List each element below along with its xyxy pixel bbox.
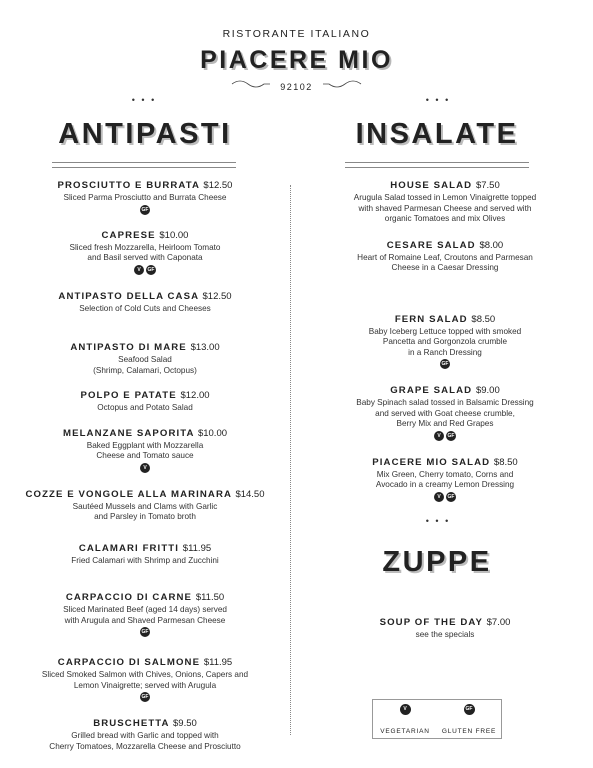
menu-item-name: PROSCIUTTO E BURRATA bbox=[57, 180, 200, 191]
menu-item-price: $8.50 bbox=[493, 456, 518, 468]
section-rule bbox=[52, 162, 236, 168]
menu-item-price: $9.00 bbox=[475, 385, 500, 396]
menu-item bbox=[5, 428, 285, 475]
menu-item-title bbox=[5, 291, 285, 303]
menu-item-name: POLPO E PATATE bbox=[80, 390, 177, 401]
menu-item-price: $11.95 bbox=[203, 657, 233, 668]
dots-ornament-icon: • • • bbox=[425, 516, 451, 526]
menu-item-description: Sliced fresh Mozzarella, Heirloom Tomato and Basil served with Caponata bbox=[69, 242, 221, 262]
gluten-free-icon: GF bbox=[141, 629, 149, 635]
menu-item-name: PIACERE MIO SALAD bbox=[372, 456, 491, 468]
column-divider bbox=[290, 185, 291, 735]
legend-vegetarian bbox=[373, 704, 437, 735]
menu-item-description: Baked Eggplant with Mozzarella Cheese and Tomato sauce bbox=[86, 440, 204, 460]
menu-item-description: Sliced Marinated Beef (aged 14 days) served with Arugula and Shaved Parmesan Cheese bbox=[63, 605, 227, 625]
gluten-free-icon: GF bbox=[464, 704, 475, 715]
menu-item-title bbox=[5, 718, 285, 730]
menu-item bbox=[5, 390, 285, 414]
legend-gluten-free bbox=[437, 704, 501, 735]
legend-gluten-free-label: GLUTEN FREE bbox=[441, 728, 497, 735]
antipasti-list bbox=[5, 180, 285, 758]
section-rule bbox=[345, 162, 529, 168]
menu-item-name: CALAMARI FRITTI bbox=[78, 542, 180, 554]
menu-item bbox=[5, 180, 285, 217]
menu-item-name: COZZE E VONGOLE ALLA MARINARA bbox=[25, 488, 232, 500]
menu-item bbox=[5, 489, 285, 523]
menu-item-price: $12.50 bbox=[202, 290, 232, 302]
dietary-badges bbox=[300, 359, 590, 371]
dietary-badges bbox=[300, 492, 590, 504]
menu-item-name: ANTIPASTO DELLA CASA bbox=[58, 290, 199, 302]
menu-item-price: $10.00 bbox=[159, 229, 189, 241]
menu-item-title bbox=[5, 230, 285, 242]
dietary-badges bbox=[5, 692, 285, 704]
menu-item-title bbox=[5, 592, 285, 604]
menu-item-price: $12.50 bbox=[203, 180, 233, 191]
menu-item-title bbox=[5, 390, 285, 402]
menu-item-description: Baby Spinach salad tossed in Balsamic Dressing and served with Goat cheese crumble, Berry Mix and Red Grapes bbox=[356, 398, 534, 428]
gluten-free-icon: GF bbox=[141, 694, 149, 700]
vegetarian-icon: V bbox=[434, 431, 444, 441]
menu-item bbox=[300, 240, 590, 274]
dietary-badges bbox=[5, 205, 285, 217]
menu-item-description: Sliced Parma Prosciutto and Burrata Cheese bbox=[63, 193, 227, 202]
menu-item-description: Baby Iceberg Lettuce topped with smoked Pancetta and Gorgonzola crumble in a Ranch Dressing bbox=[368, 326, 522, 357]
menu-item-price: $11.95 bbox=[182, 542, 212, 554]
vegetarian-icon: V bbox=[140, 463, 150, 473]
menu-item-name: ANTIPASTO DI MARE bbox=[70, 342, 187, 353]
vegetarian-icon: V bbox=[434, 492, 444, 502]
menu-item-name: GRAPE SALAD bbox=[390, 385, 473, 396]
menu-item-price: $14.50 bbox=[235, 488, 265, 500]
menu-item-title bbox=[300, 240, 590, 252]
menu-item-title bbox=[300, 180, 590, 192]
menu-item-description: Fried Calamari with Shrimp and Zucchini bbox=[71, 555, 219, 565]
dietary-badges bbox=[5, 265, 285, 277]
menu-item-price: $11.50 bbox=[195, 592, 225, 603]
gluten-free-icon: GF bbox=[441, 361, 449, 367]
menu-item-description: Octopus and Potato Salad bbox=[97, 403, 193, 412]
section-title-zuppe: ZUPPE bbox=[382, 546, 492, 578]
menu-item-name: SOUP OF THE DAY bbox=[379, 617, 483, 628]
menu-item-price: $8.50 bbox=[471, 313, 496, 325]
menu-item bbox=[300, 617, 590, 641]
menu-item-name: MELANZANE SAPORITA bbox=[62, 427, 195, 439]
menu-item bbox=[5, 718, 285, 752]
restaurant-subtitle: RISTORANTE ITALIANO bbox=[222, 28, 371, 40]
menu-item-price: $8.00 bbox=[479, 239, 504, 251]
dots-ornament-icon: • • • bbox=[131, 95, 157, 105]
menu-item-name: CARPACCIO DI CARNE bbox=[65, 592, 193, 603]
dots-ornament-icon: • • • bbox=[425, 95, 451, 105]
menu-item bbox=[300, 314, 590, 372]
menu-item bbox=[5, 543, 285, 567]
menu-item bbox=[300, 180, 590, 225]
menu-item-description: Arugula Salad tossed in Lemon Vinaigrette topped with shaved Parmesan Cheese and served with organic Tomatoes and mix Olives bbox=[353, 193, 537, 223]
menu-header bbox=[0, 0, 593, 100]
menu-item-description: Heart of Romaine Leaf, Croutons and Parmesan Cheese in a Caesar Dressing bbox=[357, 252, 533, 272]
menu-item-description: Selection of Cold Cuts and Cheeses bbox=[79, 303, 211, 313]
menu-item-title bbox=[5, 489, 285, 501]
menu-item-title bbox=[300, 617, 590, 629]
menu-item-title bbox=[5, 543, 285, 555]
menu-item-price: $7.50 bbox=[475, 180, 500, 191]
menu-item-name: HOUSE SALAD bbox=[390, 180, 473, 191]
menu-item bbox=[5, 657, 285, 704]
menu-item-title bbox=[300, 385, 590, 397]
menu-item-description: Seafood Salad (Shrimp, Calamari, Octopus) bbox=[93, 355, 197, 375]
menu-item-price: $7.00 bbox=[486, 617, 511, 628]
dietary-badges bbox=[5, 463, 285, 475]
menu-item bbox=[300, 457, 590, 504]
dietary-legend bbox=[372, 699, 502, 739]
menu-item bbox=[5, 291, 285, 315]
insalate-list bbox=[300, 180, 590, 510]
menu-item-name: FERN SALAD bbox=[394, 313, 468, 325]
menu-item-title bbox=[5, 657, 285, 669]
legend-vegetarian-label: VEGETARIAN bbox=[380, 728, 430, 735]
menu-item-title bbox=[5, 342, 285, 354]
menu-item bbox=[5, 342, 285, 376]
menu-item-price: $12.00 bbox=[180, 390, 210, 401]
menu-item-name: CAPRESE bbox=[101, 229, 156, 241]
section-title-insalate: INSALATE bbox=[355, 118, 519, 150]
menu-item-price: $13.00 bbox=[190, 342, 220, 353]
menu-item-title bbox=[300, 314, 590, 326]
menu-item-title bbox=[300, 457, 590, 469]
menu-item-price: $9.50 bbox=[173, 718, 197, 729]
menu-item bbox=[5, 592, 285, 639]
menu-item bbox=[300, 385, 590, 443]
dietary-badges bbox=[300, 431, 590, 443]
zip-code: 92102 bbox=[280, 82, 313, 92]
menu-item-description: Sliced Smoked Salmon with Chives, Onions, Capers and Lemon Vinaigrette; served with Arugula bbox=[41, 670, 249, 690]
menu-item-description: Mix Green, Cherry tomato, Corns and Avocado in a creamy Lemon Dressing bbox=[375, 469, 515, 489]
menu-item-description: Grilled bread with Garlic and topped with Cherry Tomatoes, Mozzarella Cheese and Prosciutto bbox=[49, 731, 241, 751]
menu-item-name: BRUSCHETTA bbox=[93, 718, 170, 729]
menu-item-title bbox=[5, 180, 285, 192]
dietary-badges bbox=[5, 627, 285, 639]
menu-item-name: CESARE SALAD bbox=[386, 239, 476, 251]
gluten-free-icon: GF bbox=[447, 432, 455, 439]
vegetarian-icon: V bbox=[134, 265, 144, 275]
gluten-free-icon: GF bbox=[447, 493, 455, 500]
menu-item bbox=[5, 230, 285, 277]
menu-item-description: see the specials bbox=[415, 630, 475, 639]
restaurant-name: PIACERE MIO bbox=[200, 46, 393, 74]
gluten-free-icon: GF bbox=[141, 206, 149, 213]
section-title-antipasti: ANTIPASTI bbox=[58, 118, 232, 150]
zuppe-list bbox=[300, 617, 590, 647]
menu-item-description: Sautéed Mussels and Clams with Garlic and Parsley in Tomato broth bbox=[72, 501, 218, 521]
menu-item-title bbox=[5, 428, 285, 440]
menu-item-price: $10.00 bbox=[197, 427, 228, 439]
menu-item-name: CARPACCIO DI SALMONE bbox=[57, 657, 201, 668]
gluten-free-icon: GF bbox=[147, 266, 155, 273]
vegetarian-icon: V bbox=[400, 704, 411, 715]
